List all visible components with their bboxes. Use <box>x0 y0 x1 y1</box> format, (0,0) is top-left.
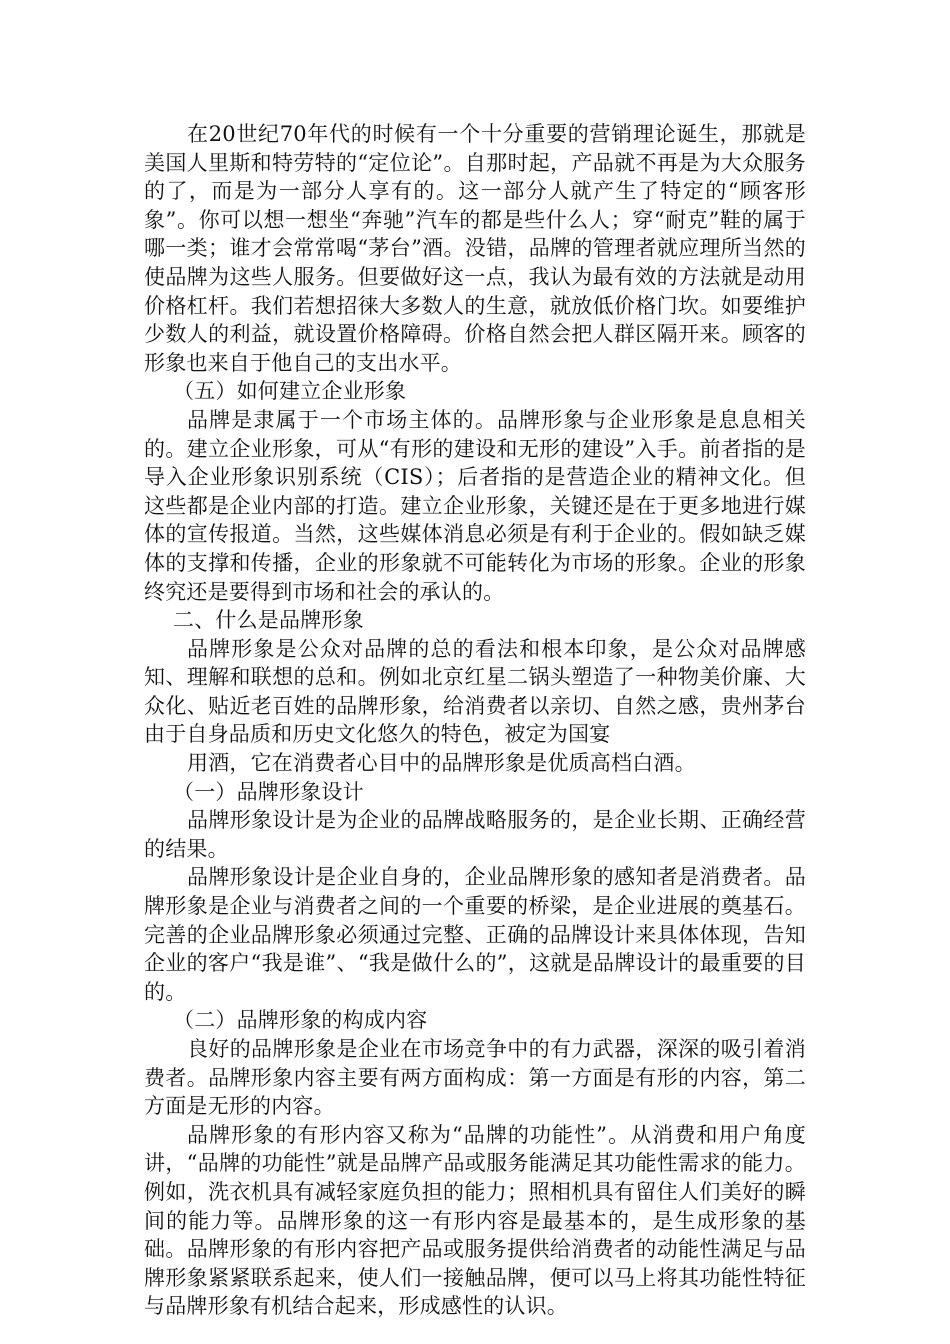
paragraph-brand-image-definition: 品牌形象是公众对品牌的总的看法和根本印象，是公众对品牌感知、理解和联想的总和。例如北京红星二锅头塑造了一种物美价廉、大众化、贴近老百姓的品牌形象，给消费者以亲切、自然之感，贵州茅台由于自身品质和历史文化悠久的特色，被定为国宴 <box>144 636 806 747</box>
paragraph-positioning-theory: 在20世纪70年代的时候有一个十分重要的营销理论诞生，那就是美国人里斯和特劳特的“定位论”。自那时起，产品就不再是为大众服务的了，而是为一部分人享有的。这一部分人就产生了特定的“顾客形象”。你可以想一想坐“奔驰”汽车的都是些什么人；穿“耐克”鞋的属于哪一类；谁才会常常喝“茅台”酒。没错，品牌的管理者就应理所当然的使品牌为这些人服务。但要做好这一点，我认为最有效的方法就是动用价格杠杆。我们若想招徕大多数人的生意，就放低价格门坎。如要维护少数人的利益，就设置价格障碍。价格自然会把人群区隔开来。顾客的形象也来自于他自己的支出水平。 <box>144 122 806 375</box>
heading-brand-image-content: （二）品牌形象的构成内容 <box>173 1008 428 1033</box>
heading-what-is-brand-image: 二、什么是品牌形象 <box>173 608 364 633</box>
paragraph-brand-image-moutai: 用酒，它在消费者心目中的品牌形象是优质高档白酒。 <box>187 751 696 776</box>
paragraph-corporate-image: 品牌是隶属于一个市场主体的。品牌形象与企业形象是息息相关的。建立企业形象，可从“有形的建设和无形的建设”入手。前者指的是导入企业形象识别系统（CIS）；后者指的是营造企业的精神文化。但这些都是企业内部的打造。建立企业形象，关键还是在于更多地进行媒体的宣传报道。当然，这些媒体消息必须是有利于企业的。假如缺乏媒体的支撑和传播，企业的形象就不可能转化为市场的形象。企业的形象终究还是要得到市场和社会的承认的。 <box>144 407 806 604</box>
document-page <box>144 120 806 1321</box>
paragraph-brand-functionality: 品牌形象的有形内容又称为“品牌的功能性”。从消费和用户角度讲，“品牌的功能性”就是品牌产品或服务能满足其功能性需求的能力。例如，洗衣机具有减轻家庭负担的能力；照相机具有留住人们美好的瞬间的能力等。品牌形象的这一有形内容是最基本的，是生成形象的基础。品牌形象的有形内容把产品或服务提供给消费者的动能性满足与品牌形象紧紧联系起来，使人们一接触品牌，便可以马上将其功能性特征与品牌形象有机结合起来，形成感性的认识。 <box>144 1122 806 1319</box>
heading-build-corporate-image: （五）如何建立企业形象 <box>173 379 407 404</box>
paragraph-brand-design-strategy: 品牌形象设计是为企业的品牌战略服务的，是企业长期、正确经营的结果。 <box>144 808 806 861</box>
paragraph-brand-design-purpose: 品牌形象设计是企业自身的，企业品牌形象的感知者是消费者。品牌形象是企业与消费者之间的一个重要的桥梁，是企业进展的奠基石。完善的企业品牌形象必须通过完整、正确的品牌设计来具体体现，告知企业的客户“我是谁”、“我是做什么的”，这就是品牌设计的最重要的目的。 <box>144 865 806 1004</box>
paragraph-brand-image-composition: 良好的品牌形象是企业在市场竞争中的有力武器，深深的吸引着消费者。品牌形象内容主要有两方面构成：第一方面是有形的内容，第二方面是无形的内容。 <box>144 1037 806 1119</box>
heading-brand-image-design: （一）品牌形象设计 <box>173 779 364 804</box>
